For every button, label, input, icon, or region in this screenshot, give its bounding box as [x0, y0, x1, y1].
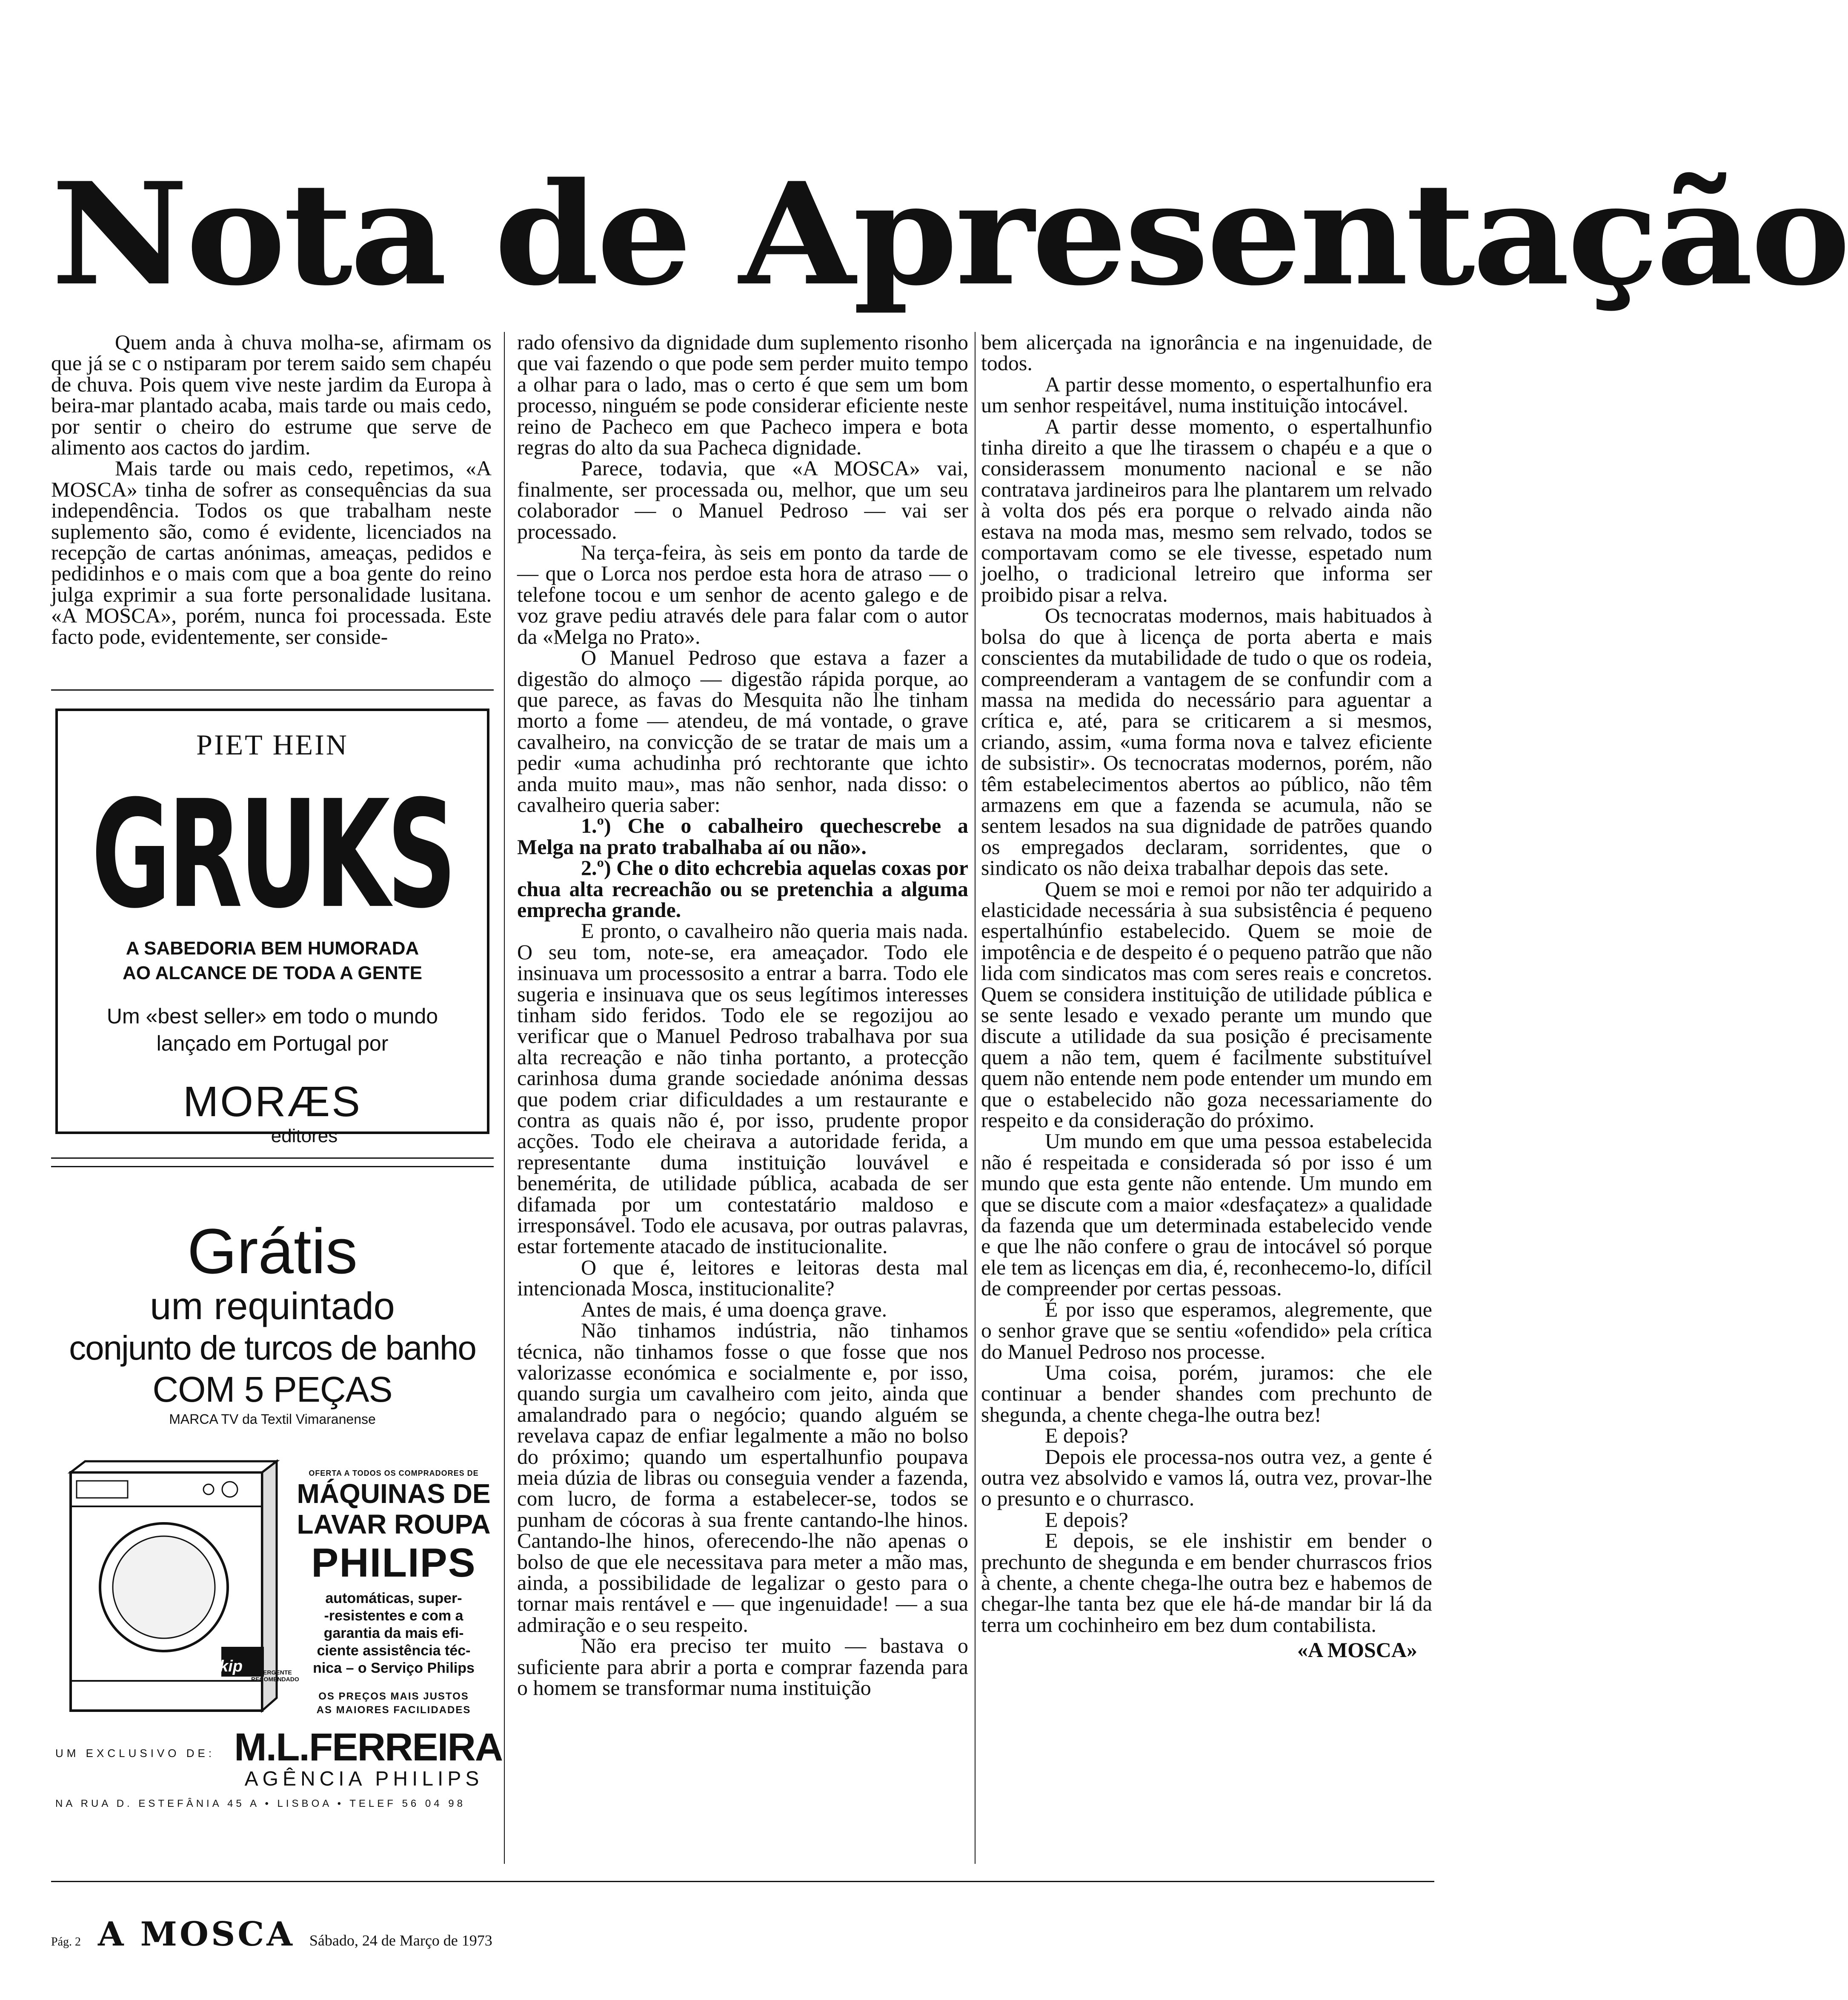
paragraph: O Manuel Pedroso que estava a fazer a digestão do almoço — digestão rápida porque, ao que parece, as favas do Mesquita não lhe tinham morto a fome — atendeu, de má vontade, o grave cavalheiro, na convicção de se tratar de mais um a pedir «uma achudinha pró rechtorante que ichto anda muito mau», mas não senhor, nada disso: o cavalheiro queria saber: [517, 646, 968, 817]
ad-prices: AS MAIORES FACILIDADES [316, 1704, 471, 1716]
ad-tagline: A SABEDORIA BEM HUMORADA [126, 938, 419, 959]
paragraph: E pronto, o cavalheiro não queria mais nada. O seu tom, note-se, era ameaçador. Todo ele insinuava um processosito a entrar a barra. Todo ele sugeria e insinuava que os seus legítimos interesses tinham sido feridos. Todo ele se regozijou ao verificar que o Manuel Pedroso trabalhava por sua alta recreação e não tinha portanto, a protecção carinhosa duma grande sociedade anónima dessas que podem criar dificuldades a um restaurante e contra as quais não é, por isso, prudente propor acções. Todo ele cheirava a autoridade ferida, a representante duma instituição louvável e benemérita, de utilidade pública, acabada de ser difamada por um contestatário maldoso e irresponsável. Todo ele acusava, por outras palavras, estar fortemente atacado de institucionalite. [517, 919, 968, 1258]
paragraph: E depois? [1045, 1423, 1128, 1448]
ad-line: um requintado [150, 1285, 395, 1328]
ad-product: LAVAR ROUPA [297, 1509, 491, 1540]
ad-product-panel [294, 1468, 494, 1717]
ad-exclusive-label: UM EXCLUSIVO DE: [55, 1747, 215, 1760]
article-column-2 [517, 332, 968, 1860]
publication-name: A MOSCA [98, 1915, 295, 1954]
paragraph: Um mundo em que uma pessoa estabelecida não é respeitada e considerada só por isso é um mundo que esta gente não entende. Um mundo em que se discute com a maior «desfaçatez» a qualidade da fazenda que um determinada estabelecido vende e que lhe não confere o grau de intocável só porque ele tem as licenças em dia, é, reconhecemo-lo, difícil de compreender por certas pessoas. [981, 1129, 1432, 1300]
paragraph: O que é, leitores e leitoras desta mal intencionada Mosca, institucionalite? [517, 1255, 968, 1300]
column-rule [51, 1166, 494, 1167]
paragraph: Mais tarde ou mais cedo, repetimos, «A MOSCA» tinha de sofrer as consequências da sua independência. Todos os que trabalham neste suplemento são, como é evidente, licenciados na recepção de cartas anónimas, ameaças, pedidos e pedidinhos e o mais com que a boa gente do reino julga exprimir a sua forte personalidade lusitana. «A MOSCA», porém, nunca foi processada. Este facto pode, evidentemente, ser conside- [51, 456, 492, 649]
column-rule [51, 1157, 494, 1159]
gruks-advertisement [55, 709, 489, 1146]
paragraph: Depois ele processa-nos outra vez, a gente é outra vez absolvido e vamos lá, outra vez, provar-lhe o presunto e o churrasco. [981, 1444, 1432, 1511]
page-number: Pág. 2 [51, 1935, 81, 1949]
ad-line: conjunto de turcos de banho [69, 1329, 476, 1367]
article-column-1 [51, 332, 492, 685]
ad-offer: OFERTA A TODOS OS COMPRADORES DE [309, 1469, 479, 1477]
dealer-subtitle: AGÊNCIA PHILIPS [244, 1768, 483, 1790]
ad-brand-note: MARCA TV da Textil Vimaranense [169, 1411, 376, 1427]
paragraph: 1.º) Che o cabalheiro quechescrebe a Melga na prato trabalhaba aí ou não». [517, 814, 968, 859]
publication-date: Sábado, 24 de Março de 1973 [309, 1932, 492, 1949]
ad-book-title: GRUKS [91, 768, 454, 941]
paragraph: Quem se moi e remoi por não ter adquirido a elasticidade necessária à sua subsistência é pequeno espertalhúnfio estabelecido. Quem se moie de impotência e de despeito é o pequeno patrão que não lida com sindicatos mas com seres reais e concretos. Quem se considera instituição de utilidade pública e se sente lesado e vexado perante um mundo que discute a utilidade da sua posição é precisamente quem a não tem, quem é facilmente substituível quem não entende nem pode entender um mundo em que o estabelecido não goza necessariamente do respeito e da consideração do próximo. [981, 877, 1432, 1132]
paragraph: Não era preciso ter muito — bastava o suficiente para abrir a porta e comprar fazenda para o homem se transformar numa instituição [517, 1634, 968, 1700]
ad-headline: Grátis [187, 1215, 358, 1287]
ad-tagline: AO ALCANCE DE TODA A GENTE [122, 963, 423, 983]
paragraph: Parece, todavia, que «A MOSCA» vai, finalmente, ser processada ou, melhor, que um seu colaborador — o Manuel Pedroso — vai ser processado. [517, 456, 968, 543]
ad-features: automáticas, super- -resistentes e com a garantia da mais efi- ciente assistência téc- nica – o Serviço Philips [313, 1590, 475, 1676]
ad-line: COM 5 PEÇAS [152, 1369, 392, 1409]
detergent-note: DETERGENTE RECOMENDADO [251, 1669, 299, 1683]
ad-prices: OS PREÇOS MAIS JUSTOS [318, 1691, 469, 1702]
article-column-3 [981, 332, 1432, 1860]
signature: «A MOSCA» [1297, 1638, 1417, 1662]
column-rule [51, 689, 494, 691]
ad-promo: Um «best seller» em todo o mundo [106, 1004, 438, 1028]
philips-logo: PHILIPS [311, 1540, 476, 1586]
page-title: Nota de Apresentação [51, 151, 1848, 317]
paragraph: 2.º) Che o dito echcrebia aquelas coxas por chua alta recreachão ou se pretenchia a alguma emprecha grande. [517, 856, 968, 922]
ad-author: PIET HEIN [196, 729, 349, 761]
paragraph: Na terça-feira, às seis em ponto da tarde de — que o Lorca nos perdoe esta hora de atraso — o telefone tocou e um senhor de acento galego e de voz grave pediu através dele para falar com o autor da «Melga no Prato». [517, 540, 968, 649]
column-divider [504, 332, 505, 1864]
paragraph: Uma coisa, porém, juramos: che ele continuar a bender shandes com prechunto de shegunda, a chente chega-lhe outra bez! [981, 1360, 1432, 1426]
paragraph: Antes de mais, é uma doença grave. [581, 1297, 887, 1321]
footer-rule [51, 1881, 1434, 1882]
paragraph: bem alicerçada na ignorância e na ingenuidade, de todos. [981, 330, 1432, 375]
paragraph: A partir desse momento, o espertalhunfio tinha direito a que lhe tirassem o chapéu e a que o considerassem monumento nacional e se não contratava jardineiros para lhe plantarem um relvado à volta dos pés era porque o relvado ainda não estava na moda mas, mesmo sem relvado, todos se comportavam como se ele tivesse, espetado num joelho, o tradicional letreiro que informa ser proibido pisar a relva. [981, 414, 1432, 606]
ad-promo: lançado em Portugal por [156, 1031, 389, 1055]
washing-machine-illustration [68, 1460, 277, 1715]
paragraph: A partir desse momento, o espertalhunfio era um senhor respeitável, numa instituição intocável. [981, 372, 1432, 417]
philips-advertisement [51, 1215, 503, 1817]
publisher-subtitle: editores [271, 1126, 338, 1146]
page-footer [51, 1915, 492, 1954]
paragraph: Quem anda à chuva molha-se, afirmam os que já se c o nstiparam por terem saido sem chapéu de chuva. Pois quem vive neste jardim da Europa à beira-mar plantado acaba, mais tarde ou mais cedo, por sentir o cheiro do estrume que serve de alimento aos cactos do jardim. [51, 330, 492, 460]
ad-product: MÁQUINAS DE [297, 1478, 491, 1509]
paragraph: É por isso que esperamos, alegremente, que o senhor grave que se sentiu «ofendido» pela crítica do Manuel Pedroso nos processe. [981, 1297, 1432, 1363]
paragraph: E depois, se ele inshistir em bender o prechunto de shegunda e em bender churrascos frios à chente, a chente chega-lhe outra bez e habemos de chegar-lhe tanta bez que ele há-de mandar bir lá da terra um cochinheiro em bez dum contabilista. [981, 1529, 1432, 1637]
dealer-name: M.L.FERREIRA [234, 1726, 503, 1769]
publisher-logo: MORÆS [183, 1078, 362, 1126]
detergent-logo: skip [210, 1657, 243, 1675]
paragraph: Os tecnocratas modernos, mais habituados à bolsa do que à licença de porta aberta e mais conscientes da mutabilidade de tudo o que os rodeia, compreenderam a vantagem de se confundir com a massa na medida do necessário para aguentar a crítica e, até, para se criticarem a si mesmos, criando, assim, «uma forma nova e talvez eficiente de subsistir». Os tecnocratas modernos, porém, não têm estabelecimentos abertos ao público, não têm armazens em que a fazenda se acumula, não se sentem lesados na sua dignidade de patrões quando os empregados declaram, sorridentes, que o sindicato os não deixa trabalhar depois das sete. [981, 603, 1432, 880]
paragraph: rado ofensivo da dignidade dum suplemento risonho que vai fazendo o que pode sem perder muito tempo a olhar para o lado, mas o certo é que sem um bom processo, ninguém se pode considerar eficiente neste reino de Pacheco em que Pacheco impera e bota regras do alto da sua Pacheca dignidade. [517, 330, 968, 460]
dealer-address: NA RUA D. ESTEFÂNIA 45 A • LISBOA • TELEF 56 04 98 [55, 1798, 466, 1809]
paragraph: Não tinhamos indústria, não tinhamos técnica, não tinhamos fosse o que fosse que nos valorizasse económica e socialmente e, por isso, quando surgia um cavalheiro com jeito, ainda que amalandrado para o negócio; quando alguém se revelava capaz de enfiar legalmente a mão no bolso do próximo; quando um espertalhunfio poupava meia dúzia de libras ou conseguia vender a fazenda, com lucro, de forma a estabelecer-se, todos se punham de cócoras à sua frente cantando-lhe hinos. Cantando-lhe hinos, oferecendo-lhe não apenas o bolso de que ele necessitava para meter a mão mas, ainda, a possibilidade de legalizar o gesto para o tornar mais rentável e — que ingenuidade! — a sua admiração e o seu respeito. [517, 1318, 968, 1637]
paragraph: E depois? [1045, 1507, 1128, 1531]
